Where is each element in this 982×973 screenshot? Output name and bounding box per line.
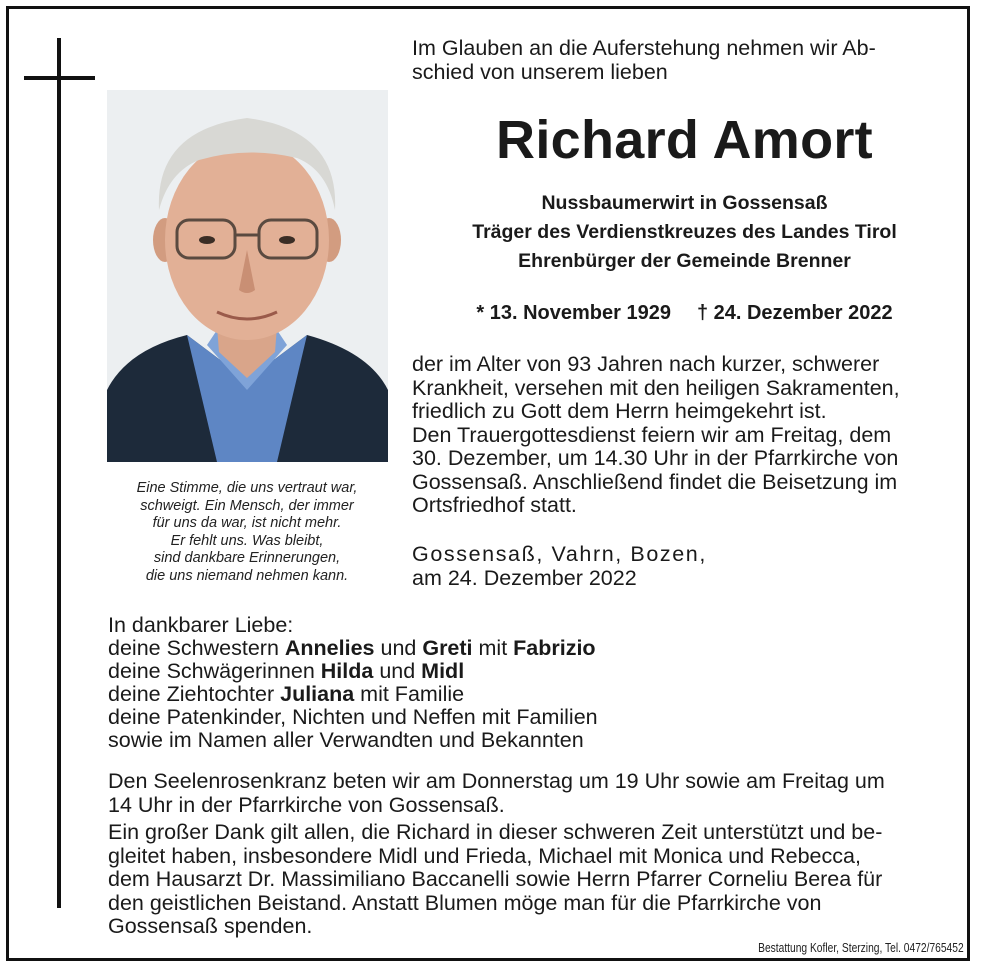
rosary-line: 14 Uhr in der Pfarrkirche von Gossensaß.: [108, 792, 505, 817]
intro-text: [412, 36, 952, 84]
thanks-line: dem Hausarzt Dr. Massimiliano Baccanelli sowie Herrn Pfarrer Corneliu Berea für: [108, 867, 883, 891]
intro-line: schied von unserem lieben: [412, 60, 668, 84]
body-line: Gossensaß. Anschließend findet die Beisetzung im: [412, 469, 898, 494]
body-line: der im Alter von 93 Jahren nach kurzer, schwerer: [412, 352, 880, 376]
thanks-line: Ein großer Dank gilt allen, die Richard in dieser schweren Zeit unterstützt und be-: [108, 820, 883, 844]
mourner-line-foster-daughter: deine Ziehtochter Juliana mit Familie: [108, 682, 465, 706]
quote-line: die uns niemand nehmen kann.: [145, 567, 349, 584]
mourner-line-godchildren: deine Patenkinder, Nichten und Neffen mit Familien: [108, 705, 598, 729]
body-line: friedlich zu Gott dem Herrn heimgekehrt ist.: [412, 399, 827, 423]
cross-icon: [57, 38, 61, 908]
birth-date: * 13. November 1929: [476, 302, 671, 324]
body-line: Ortsfriedhof statt.: [412, 493, 577, 517]
deceased-name: Richard Amort: [496, 110, 873, 170]
intro-line: Im Glauben an die Auferstehung nehmen wir Ab-: [412, 36, 876, 60]
cross-icon-bar: [24, 76, 95, 80]
quote-line: für uns da war, ist nicht mehr.: [152, 515, 342, 531]
body-line: 30. Dezember, um 14.30 Uhr in der Pfarrkirche von: [412, 446, 899, 470]
announcement-text: [412, 353, 952, 518]
place-line: Gossensaß, Vahrn, Bozen,: [412, 542, 707, 566]
mourner-line-sisters: deine Schwestern Annelies und Greti mit Fabrizio: [108, 636, 596, 660]
memorial-quote: [104, 480, 390, 585]
rosary-notice: [108, 770, 885, 817]
honors-list: [412, 189, 957, 276]
thanks-line: Gossensaß spenden.: [108, 914, 313, 938]
portrait-illustration: [107, 90, 388, 462]
mourner-line-relatives: sowie im Namen aller Verwandten und Bekannten: [108, 728, 584, 752]
funeral-home-credit: Bestattung Kofler, Sterzing, Tel. 0472/765452: [758, 941, 964, 955]
death-date: † 24. Dezember 2022: [696, 302, 893, 324]
quote-line: schweigt. Ein Mensch, der immer: [140, 497, 354, 514]
body-line: Krankheit, versehen mit den heiligen Sakramenten,: [412, 375, 900, 400]
thanks-line: gleitet haben, insbesondere Midl und Frieda, Michael mit Monica und Rebecca,: [108, 843, 861, 868]
quote-line: Eine Stimme, die uns vertraut war,: [136, 480, 358, 496]
mourner-line-sisters-in-law: deine Schwägerinnen Hilda und Midl: [108, 659, 465, 683]
rosary-line: Den Seelenrosenkranz beten wir am Donnerstag um 19 Uhr sowie am Freitag um: [108, 769, 885, 793]
honor-line: Nussbaumerwirt in Gossensaß: [541, 192, 828, 214]
life-dates: [412, 300, 957, 326]
body-line: Den Trauergottesdienst feiern wir am Freitag, dem: [412, 422, 892, 447]
honor-line: Träger des Verdienstkreuzes des Landes Tirol: [472, 221, 897, 243]
mourners-heading: In dankbarer Liebe:: [108, 613, 294, 637]
place-and-date: [412, 543, 707, 590]
thanks-text: [108, 821, 882, 939]
thanks-line: den geistlichen Beistand. Anstatt Blumen möge man für die Pfarrkirche von: [108, 890, 822, 915]
portrait-photo: [107, 90, 388, 462]
date-line: am 24. Dezember 2022: [412, 565, 637, 590]
quote-line: sind dankbare Erinnerungen,: [153, 550, 341, 566]
mourners-list: [108, 614, 598, 752]
honor-line: Ehrenbürger der Gemeinde Brenner: [518, 250, 851, 272]
quote-line: Er fehlt uns. Was bleibt,: [170, 532, 324, 549]
